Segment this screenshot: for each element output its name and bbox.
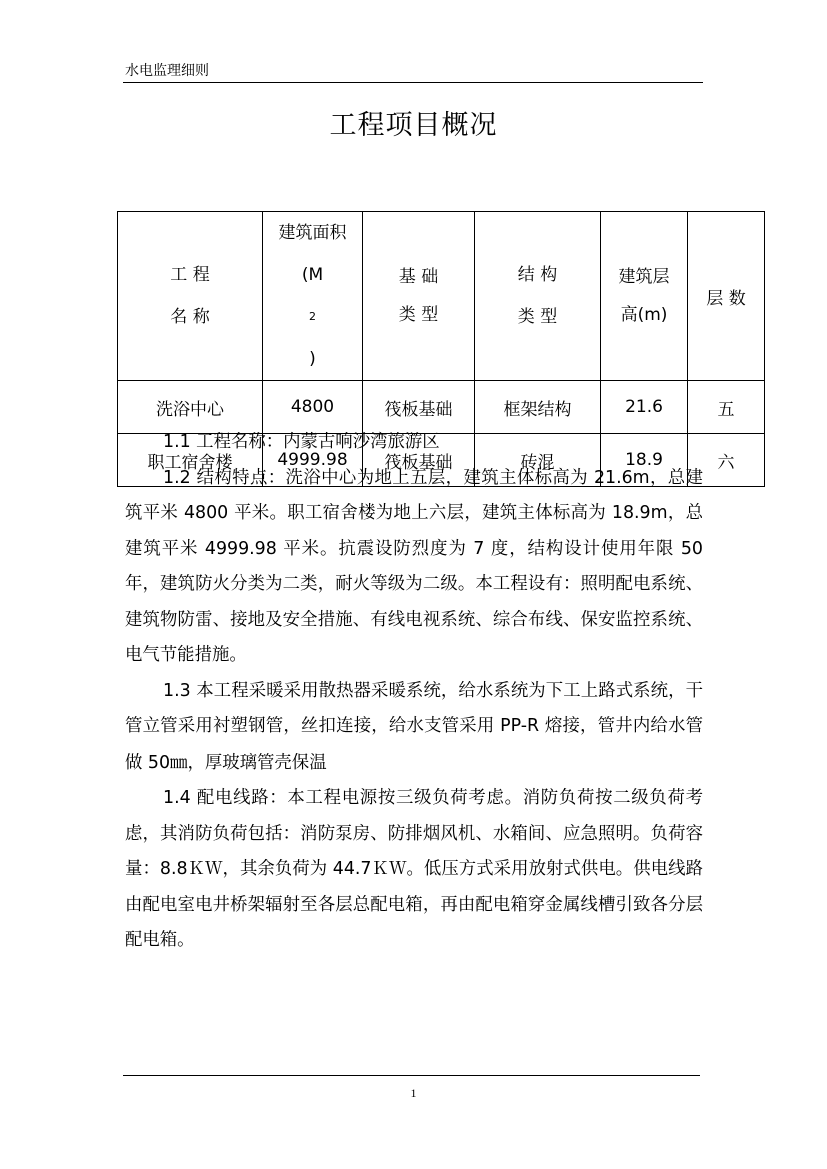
running-header: 水电监理细则 [125,63,209,79]
cell-area: 4800 [263,381,363,434]
cell-floors: 五 [688,381,765,434]
section-1-2: 1.2 结构特点：洗浴中心为地上五层，建筑主体标高为 21.6m，总建筑平米 4800 平米。职工宿舍楼为地上六层，建筑主体标高为 18.9m，总建筑平米 4999.98 平米。抗震设防烈度为 7 度，结构设计使用年限 50 年，建筑防火分类为二类，耐火等级为二级。本工程设有：照明配电系统、建筑物防雷、接地及安全措施、有线电视系统、综合布线、保安监控系统、电气节能措施。 [125,467,703,665]
cell-name: 洗浴中心 [118,381,263,434]
header-cell-height: 建筑层 高(m) [601,212,688,381]
section-1-4: 1.4 配电线路：本工程电源按三级负荷考虑。消防负荷按二级负荷考虑，其消防负荷包括：消防泵房、防排烟风机、水箱间、应急照明。负荷容量：8.8ＫＷ，其余负荷为 44.7ＫＷ。低压方式采用放射式供电。供电线路由配电室电井桥架辐射至各层总配电箱，再由配电箱穿金属线槽引致各分层配电箱。 [125,788,703,950]
header-cell-area: 建筑面积 (M 2 ) [263,212,363,381]
section-1-3-tail: 厚玻璃管壳保温 [204,751,327,772]
table-header-row [118,212,765,381]
cell-name: 职工宿舍楼 [118,434,263,487]
cell-foundation: 筏板基础 [363,381,475,434]
cell-area: 4999.98 [263,434,363,487]
cell-foundation: 筏板基础 [363,434,475,487]
page-number: 1 [410,1086,417,1100]
header-cell-name: 工 程 名 称 [118,212,263,381]
header-divider [123,82,703,83]
header-cell-foundation: 基 础 类 型 [363,212,475,381]
cell-floors: 六 [688,434,765,487]
section-1-3-text: 1.3 本工程采暖采用散热器采暖系统，给水系统为下工上路式系统，干管立管采用衬塑钢管，丝扣连接，给水支管采用 PP-R 熔接，管井内给水管做 50㎜， [125,680,703,773]
header-cell-floors: 层 数 [688,212,765,381]
cell-structure: 框架结构 [475,381,601,434]
section-1-1: 1.1 工程名称：内蒙古响沙湾旅游区 [163,432,440,452]
cell-height: 18.9 [601,434,688,487]
header-cell-structure: 结 构 类 型 [475,212,601,381]
section-1-3 [125,674,703,782]
cell-height: 21.6 [601,381,688,434]
document-title: 工程项目概况 [329,110,498,141]
body-text [125,425,703,959]
footer-divider [123,1075,700,1076]
cell-structure: 砖混 [475,434,601,487]
